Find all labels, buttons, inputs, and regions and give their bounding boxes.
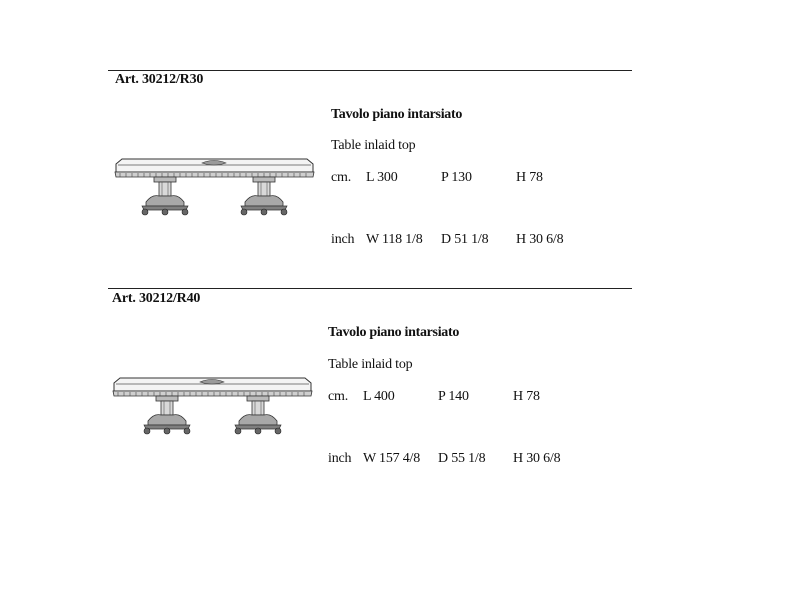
- product-entry: [0, 218, 800, 466]
- height-cm: H 78: [516, 170, 543, 185]
- section-divider: [108, 70, 632, 71]
- table-drawing-image: [112, 158, 317, 216]
- product-title-english: Table inlaid top: [328, 357, 413, 372]
- width-inch: W 157 4/8: [363, 451, 421, 466]
- unit-inch-label: inch: [331, 232, 355, 247]
- depth-inch: D 55 1/8: [438, 451, 486, 466]
- article-code: Art. 30212/R30: [115, 72, 204, 87]
- depth-cm: P 140: [438, 389, 469, 404]
- section-divider: [108, 288, 632, 289]
- height-cm: H 78: [513, 389, 540, 404]
- product-title-italian: Tavolo piano intarsiato: [328, 325, 460, 340]
- table-drawing-image: [110, 377, 315, 435]
- unit-cm-label: cm.: [331, 170, 352, 185]
- width-inch: W 118 1/8: [366, 232, 423, 247]
- unit-cm-label: cm.: [328, 389, 349, 404]
- depth-cm: P 130: [441, 170, 472, 185]
- article-code: Art. 30212/R40: [112, 291, 201, 306]
- height-inch: H 30 6/8: [516, 232, 564, 247]
- product-title-english: Table inlaid top: [331, 138, 416, 153]
- length-cm: L 400: [363, 389, 395, 404]
- product-entry: [0, 0, 800, 247]
- product-title-italian: Tavolo piano intarsiato: [331, 107, 463, 122]
- height-inch: H 30 6/8: [513, 451, 561, 466]
- length-cm: L 300: [366, 170, 398, 185]
- depth-inch: D 51 1/8: [441, 232, 489, 247]
- unit-inch-label: inch: [328, 451, 352, 466]
